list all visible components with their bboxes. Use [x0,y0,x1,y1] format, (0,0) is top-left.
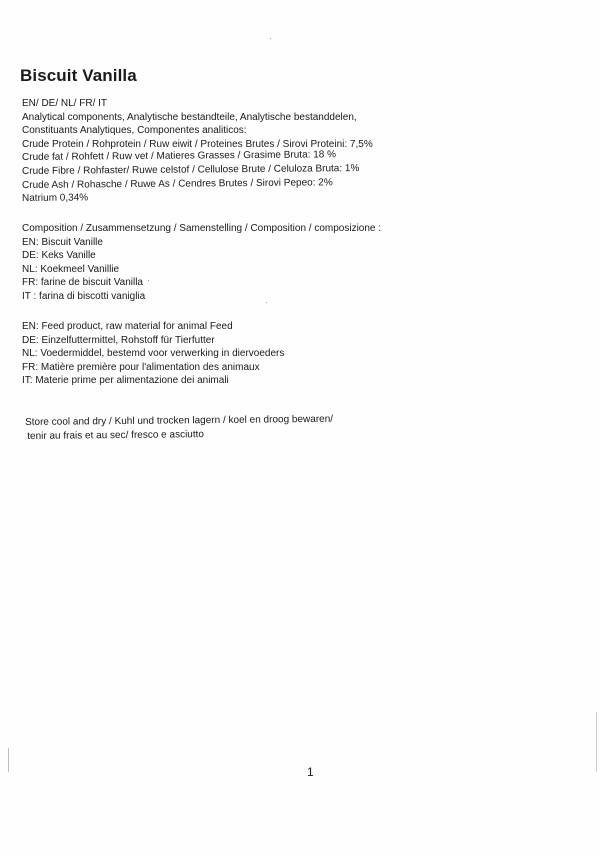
crude-fibre-line: Crude Fibre / Rohfaster/ Ruwe celstof / Cellulose Brute / Celuloza Bruta: 1% [21,163,360,177]
feed-it: IT: Materie prime per alimentazione dei animali [22,375,229,387]
analytical-components-section [22,97,373,206]
analytical-heading-line-2: Constituants Analytiques, Componentes analiticos: [22,125,247,137]
composition-en: EN: Biscuit Vanille [22,236,103,248]
storage-section [25,413,333,443]
composition-heading: Composition / Zusammensetzung / Samenstelling / Composition / composizione : [22,223,382,234]
composition-section [22,222,381,304]
feed-fr: FR: Matière première pour l'alimentation des animaux [22,361,260,373]
document-title: Biscuit Vanilla [20,66,137,85]
scan-edge-mark [8,748,9,772]
feed-nl: NL: Voedermiddel, bestemd voor verwerking in diervoeders [22,348,285,360]
composition-de: DE: Keks Vanille [22,250,96,262]
feed-de: DE: Einzelfuttermittel, Rohstoff für Tierfutter [22,334,215,346]
composition-nl: NL: Koekmeel Vanillie [22,263,120,275]
scan-edge-mark [596,712,597,772]
feed-en: EN: Feed product, raw material for animal Feed [22,321,233,332]
composition-it: IT : farina di biscotti vaniglia [22,290,146,302]
storage-line-1: Store cool and dry / Kuhl und trocken lagern / koel en droog bewaren/ [25,413,334,428]
natrium-line: Natrium 0,34% [21,192,89,205]
scan-speck [270,38,271,39]
crude-ash-line: Crude Ash / Rohasche / Ruwe As / Cendres Brutes / Sirovi Pepeo: 2% [21,176,333,191]
scan-speck [266,302,267,303]
scan-speck [148,280,149,281]
language-codes: EN/ DE/ NL/ FR/ IT [22,98,108,109]
crude-fat-line: Crude fat / Rohfett / Ruw vet / Matieres Grasses / Grasime Bruta: 18 % [21,149,337,164]
crude-protein-line: Crude Protein / Rohprotein / Ruw eiwit / Proteines Brutes / Sirovi Proteini: 7,5% [22,138,373,150]
feed-product-section [22,320,284,388]
storage-line-2: tenir au frais et au sec/ fresco e asciutto [27,428,205,442]
analytical-heading-line-1: Analytical components, Analytische bestandteile, Analytische bestanddelen, [22,111,357,123]
page-number: 1 [307,765,314,779]
composition-fr: FR: farine de biscuit Vanilla [22,277,143,289]
